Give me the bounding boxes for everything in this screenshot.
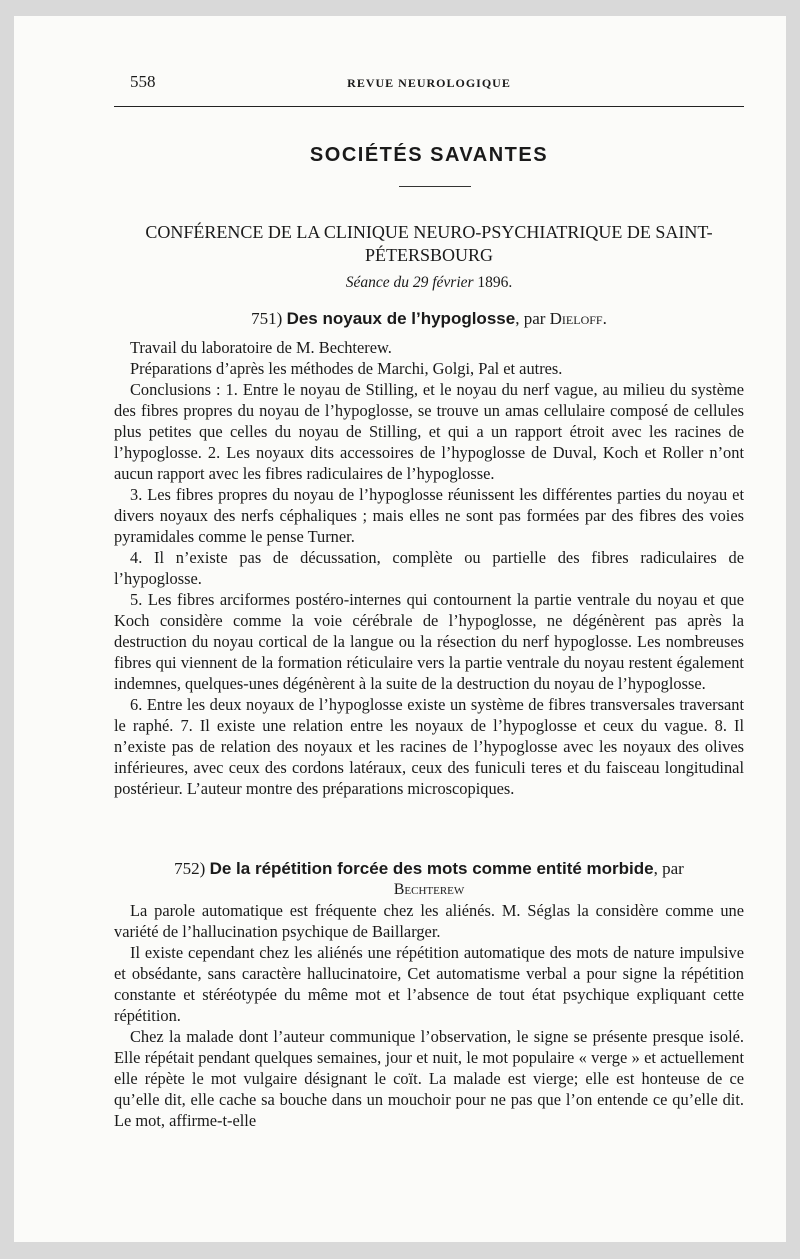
conference-title: CONFÉRENCE DE LA CLINIQUE NEURO-PSYCHIATRIQUE DE SAINT-PÉTERSBOURG	[145, 222, 713, 265]
article-752-title: De la répétition forcée des mots comme entité morbide	[209, 859, 654, 878]
seance-date	[114, 274, 744, 292]
article-752-number: 752)	[174, 859, 206, 878]
article-752	[114, 858, 744, 1131]
article-752-heading	[114, 858, 744, 879]
journal-page	[14, 16, 786, 1242]
section-divider	[399, 186, 471, 187]
article-751-number: 751)	[251, 309, 283, 328]
article-751-paragraph: 3. Les fibres propres du noyau de l’hypoglosse réunissent les différentes parties du noyau et divers noyaux des nerfs céphaliques ; mais elles ne sont pas formées par des fibres des voies pyramidales comme le pense Turner.	[114, 485, 744, 546]
seance-prefix: Séance du 29 février	[345, 274, 474, 291]
article-752-by: , par	[653, 859, 684, 878]
article-751-paragraph: Conclusions : 1. Entre le noyau de Stilling, et le noyau du nerf vague, au milieu du système des fibres propres du noyau de l’hypoglosse, se trouve un amas cellulaire composé de cellules plus petites que celles du noyau de Stilling, et qui a un rapport étroit avec les racines de l’hypoglosse. 2. Les noyaux dits accessoires de l’hypoglosse de Duval, Koch et Roller n’ont aucun rapport avec les fibres radiculaires de l’hypoglosse.	[114, 380, 744, 483]
article-752-paragraph: Il existe cependant chez les aliénés une répétition automatique des mots de nature impulsive et obsédante, sans caractère hallucinatoire, Cet automatisme verbal a pour signe la répétition constante et stéréotypée du même mot et l’absence de tout état psychique expliquant cette répétition.	[114, 943, 744, 1025]
article-751-paragraph: Préparations d’après les méthodes de Marchi, Golgi, Pal et autres.	[130, 359, 563, 378]
article-751-paragraph: 5. Les fibres arciformes postéro-internes qui contournent la partie ventrale du noyau et que Koch considère comme la voie cérébrale de l’hypoglosse, ne dégénèrent pas après la destruction du noyau cortical de la langue ou la résection du nerf hypoglosse. Les nombreuses fibres qui viennent de la formation réticulaire vers la partie ventrale du noyau restent également indemnes, quelques-unes dégénèrent à la suite de la destruction du noyau de l’hypoglosse.	[114, 590, 744, 693]
section-title: SOCIÉTÉS SAVANTES	[309, 144, 549, 166]
article-752-author: Bechterew	[393, 881, 465, 898]
running-head: REVUE NEUROLOGIQUE	[347, 76, 511, 90]
page-number: 558	[130, 72, 156, 91]
article-751	[114, 308, 744, 799]
article-752-paragraph: Chez la malade dont l’auteur communique l’observation, le signe se présente presque isolé. Elle répétait pendant quelques semaines, jour et nuit, le mot populaire « verge » et actuellement elle répète le mot vulgaire désignant le coït. La malade est vierge; elle est honteuse de ce qu’elle dit, elle cache sa bouche dans un mouchoir pour ne pas que l’on entende ce qu’elle dit. Le mot, affirme-t-elle	[114, 1027, 744, 1130]
article-751-title: Des noyaux de l’hypoglosse	[286, 309, 516, 328]
article-751-author: Dieloff.	[549, 309, 607, 328]
article-751-heading	[114, 308, 744, 329]
article-752-paragraph: La parole automatique est fréquente chez les aliénés. M. Séglas la considère comme une variété de l’hallucination psychique de Baillarger.	[114, 901, 744, 941]
article-751-paragraph: Travail du laboratoire de M. Bechterew.	[130, 338, 392, 357]
article-751-paragraph: 6. Entre les deux noyaux de l’hypoglosse existe un système de fibres transversales traversant le raphé. 7. Il existe une relation entre les noyaux de l’hypoglosse et ceux du vague. 8. Il n’existe pas de relation des noyaux et les racines de l’hypoglosse avec les noyaux des olives inférieures, avec ceux des cordons latéraux, ceux des funiculi teres et du faisceau longitudinal postérieur. L’auteur montre des préparations microscopiques.	[114, 695, 744, 798]
article-751-paragraph: 4. Il n’existe pas de décussation, complète ou partielle des fibres radiculaires de l’hypoglosse.	[114, 548, 744, 588]
seance-year: 1896.	[477, 274, 513, 291]
page-header	[114, 66, 744, 107]
article-751-by: , par	[515, 309, 546, 328]
